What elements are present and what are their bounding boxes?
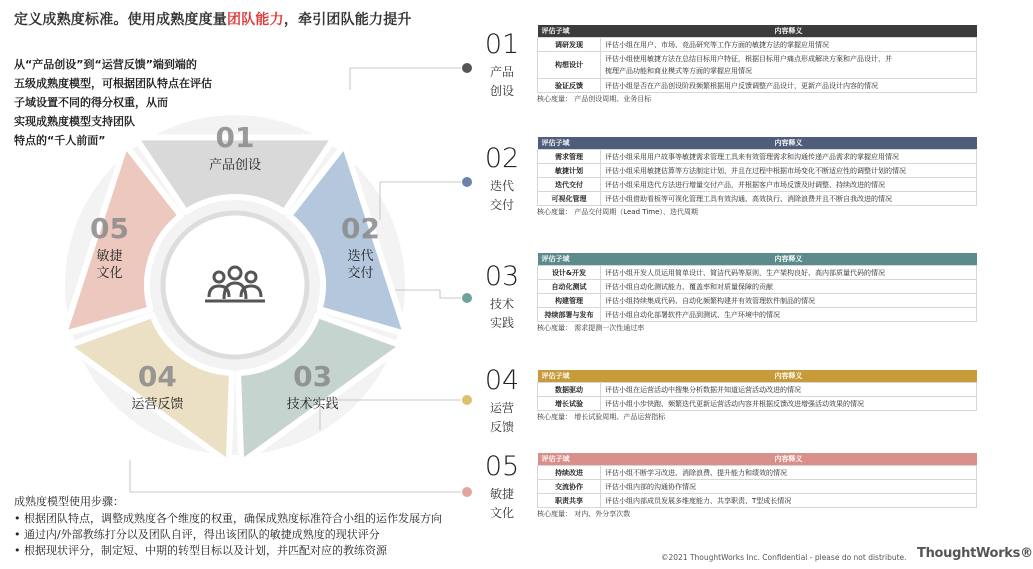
usage-step: • 根据现状评分，制定短、中期的转型目标以及计划，并匹配对应的教练资源 [14, 543, 442, 559]
section-02-heading [479, 144, 525, 214]
section-label: 交付 [489, 198, 514, 212]
core-metric: 核心度量： 产品创设周期、业务目标 [537, 95, 652, 103]
section-02-table [537, 137, 977, 206]
table-header-row [538, 370, 977, 383]
title-prefix: 定义成熟度标准。使用成熟度度量 [14, 12, 227, 28]
description-cell: 评估小组开发人员运用简单设计、简洁代码等原则，生产架构良好、高内部质量代码的情况 [601, 266, 977, 280]
wheel-segment-number: 01 [215, 121, 255, 154]
subdomain-cell: 持续改进 [538, 466, 601, 480]
section-connector-dot [462, 293, 472, 303]
subdomain-cell: 构想设计 [538, 52, 601, 79]
table-row [538, 494, 977, 508]
table-row [538, 178, 977, 192]
section-connector-dot [462, 487, 472, 497]
section-connector-dot [462, 177, 472, 187]
table-header-cell: 评估子域 [538, 137, 601, 150]
section-label: 运营 [489, 401, 514, 415]
table-header-cell: 内容释义 [601, 25, 977, 38]
page-title [14, 9, 412, 29]
description-cell: 评估小组借助看板等可视化管理工具有效沟通、高效执行、消除浪费并且不断自我改进的情况 [601, 192, 977, 206]
section-05-heading [479, 452, 525, 522]
wheel-segment-label: 文化 [96, 266, 123, 282]
wheel-center [163, 213, 307, 357]
section-04-table [537, 370, 977, 411]
subdomain-cell: 迭代交付 [538, 178, 601, 192]
section-number: 01 [484, 29, 520, 60]
connector-line [350, 68, 461, 90]
table-row [538, 466, 977, 480]
description-cell: 评估小组是否在产品创设阶段频繁根据用户反馈调整产品设计，更新产品设计内容的情况 [601, 79, 977, 93]
description-cell: 评估小组小步快跑、频繁迭代更新运营活动内容并根据反馈改进增强活动效果的情况 [601, 397, 977, 411]
subdomain-cell: 交流协作 [538, 480, 601, 494]
table-row [538, 192, 977, 206]
description-cell: 评估小组自动化测试能力、覆盖率和对质量保障的贡献 [601, 280, 977, 294]
table-row [538, 79, 977, 93]
table-header-cell: 评估子域 [538, 453, 601, 466]
section-connector-dot [462, 395, 472, 405]
wheel-segment-label: 交付 [347, 266, 374, 282]
description-cell: 评估小组持续集成代码、自动化频繁构建并有效管理软件制品的情况 [601, 294, 977, 308]
table-row [538, 383, 977, 397]
section-label: 技术 [489, 297, 514, 311]
section-number: 03 [484, 261, 520, 292]
subdomain-cell: 持续部署与发布 [538, 308, 601, 322]
section-number: 05 [484, 451, 520, 482]
table-row [538, 164, 977, 178]
wheel-segment-label: 敏捷 [96, 249, 123, 265]
table-header-cell: 评估子域 [538, 370, 601, 383]
section-label: 实践 [489, 316, 514, 330]
subdomain-cell: 可视化管理 [538, 192, 601, 206]
table-row [538, 308, 977, 322]
subdomain-cell: 数据驱动 [538, 383, 601, 397]
table-header-cell: 内容释义 [601, 370, 977, 383]
description-cell: 评估小组使用敏捷方法在总结目标用户特征，根据目标用户痛点形成解决方案和产品设计，并 梳理产品功能和商业模式等方面的掌握应用情况 [601, 52, 977, 79]
table-row [538, 480, 977, 494]
intro-line: 实现成熟度模型支持团队 [14, 115, 135, 128]
usage-step: • 通过内/外部教练打分以及团队自评，得出该团队的敏捷成熟度的现状评分 [14, 527, 442, 543]
table-row [538, 52, 977, 79]
section-label: 创设 [489, 84, 514, 98]
section-03-table [537, 253, 977, 322]
table-header-cell: 评估子域 [538, 25, 601, 38]
section-label: 产品 [489, 65, 514, 79]
subdomain-cell: 验证反馈 [538, 79, 601, 93]
section-01-heading [479, 30, 525, 100]
description-cell: 评估小组在运营活动中搜集分析数据并知道运营活动改进的情况 [601, 383, 977, 397]
description-cell: 评估小组内部成员发展多维度能力、共享职责、T型成长情况 [601, 494, 977, 508]
section-connector-dot [462, 63, 472, 73]
wheel-segment-label: 产品创设 [208, 158, 262, 173]
table-header-cell: 内容释义 [601, 137, 977, 150]
wheel-segment-label: 运营反馈 [131, 396, 184, 412]
table-row [538, 266, 977, 280]
subdomain-cell: 增长试验 [538, 397, 601, 411]
wheel-segment-label: 技术实践 [286, 396, 339, 412]
maturity-wheel [45, 90, 430, 460]
wheel-segment-number: 05 [89, 212, 129, 246]
section-label: 文化 [489, 506, 514, 520]
section-number: 02 [484, 143, 520, 174]
section-number: 04 [484, 365, 520, 396]
intro-line: 五级成熟度模型，可根据团队特点在评估 [14, 77, 212, 90]
core-metric: 核心度量： 产品交付周期（Lead Time）、迭代周期 [537, 208, 698, 216]
description-cell: 评估小组采用敏捷估算等方法制定计划，并且在过程中根据市场变化不断适应性的调整计划的情况 [601, 164, 977, 178]
description-cell: 评估小组内部的沟通协作情况 [601, 480, 977, 494]
table-row [538, 294, 977, 308]
usage-steps [14, 494, 442, 559]
section-01-table [537, 25, 977, 93]
usage-step: • 根据团队特点，调整成熟度各个维度的权重，确保成熟度标准符合小组的运作发展方向 [14, 511, 442, 527]
table-row [538, 397, 977, 411]
table-row [538, 38, 977, 52]
core-metric: 核心度量： 对内、外分享次数 [537, 510, 631, 518]
table-header-row [538, 253, 977, 266]
table-header-row [538, 137, 977, 150]
subdomain-cell: 需求管理 [538, 150, 601, 164]
table-header-row [538, 25, 977, 38]
core-metric: 核心度量： 需求提测一次性通过率 [537, 324, 645, 332]
description-cell: 评估小组自动化部署软件产品到测试、生产环境中的情况 [601, 308, 977, 322]
wheel-segment-number: 03 [293, 359, 333, 393]
wheel-segment-label: 迭代 [347, 249, 374, 265]
description-cell: 评估小组采用迭代方法进行增量交付产品，并根据客户市场反馈及时调整、持续改进的情况 [601, 178, 977, 192]
subdomain-cell: 职责共享 [538, 494, 601, 508]
wheel-segment-number: 02 [341, 212, 381, 246]
subdomain-cell: 敏捷计划 [538, 164, 601, 178]
section-03-heading [479, 262, 525, 332]
section-label: 敏捷 [489, 487, 514, 501]
copyright-footer: ©2021 ThoughtWorks Inc. Confidential - please do not distribute. [661, 553, 907, 562]
table-row [538, 280, 977, 294]
table-header-cell: 内容释义 [601, 453, 977, 466]
section-05-table [537, 453, 977, 508]
description-cell: 评估小组采用用户故事等敏捷需求管理工具来有效管理需求和沟通传递产品需求的掌握应用情况 [601, 150, 977, 164]
title-suffix: ，牵引团队能力提升 [283, 12, 412, 28]
table-row [538, 150, 977, 164]
intro-line: 子域设置不同的得分权重，从而 [14, 96, 168, 109]
subdomain-cell: 自动化测试 [538, 280, 601, 294]
subdomain-cell: 构建管理 [538, 294, 601, 308]
section-label: 反馈 [489, 420, 514, 434]
core-metric: 核心度量： 增长试验周期、产品运营指标 [537, 413, 666, 421]
table-header-cell: 评估子域 [538, 253, 601, 266]
connector-line [130, 460, 461, 492]
section-04-heading [479, 366, 525, 436]
title-highlight: 团队能力 [227, 12, 284, 28]
table-header-row [538, 453, 977, 466]
description-cell: 评估小组不断学习改进、消除浪费、提升能力和绩效的情况 [601, 466, 977, 480]
table-header-cell: 内容释义 [601, 253, 977, 266]
section-label: 迭代 [489, 179, 514, 193]
usage-steps-heading: 成熟度模型使用步骤： [14, 495, 124, 508]
subdomain-cell: 设计&开发 [538, 266, 601, 280]
intro-line: 特点的“千人前面” [14, 134, 106, 147]
subdomain-cell: 调研发现 [538, 38, 601, 52]
intro-line: 从“产品创设”到“运营反馈”端到端的 [14, 58, 197, 71]
description-cell: 评估小组在用户、市场、竞品研究等工作方面的敏捷方法的掌握应用情况 [601, 38, 977, 52]
thoughtworks-logo: ThoughtWorks® [917, 546, 1033, 561]
wheel-segment-number: 04 [137, 359, 177, 393]
